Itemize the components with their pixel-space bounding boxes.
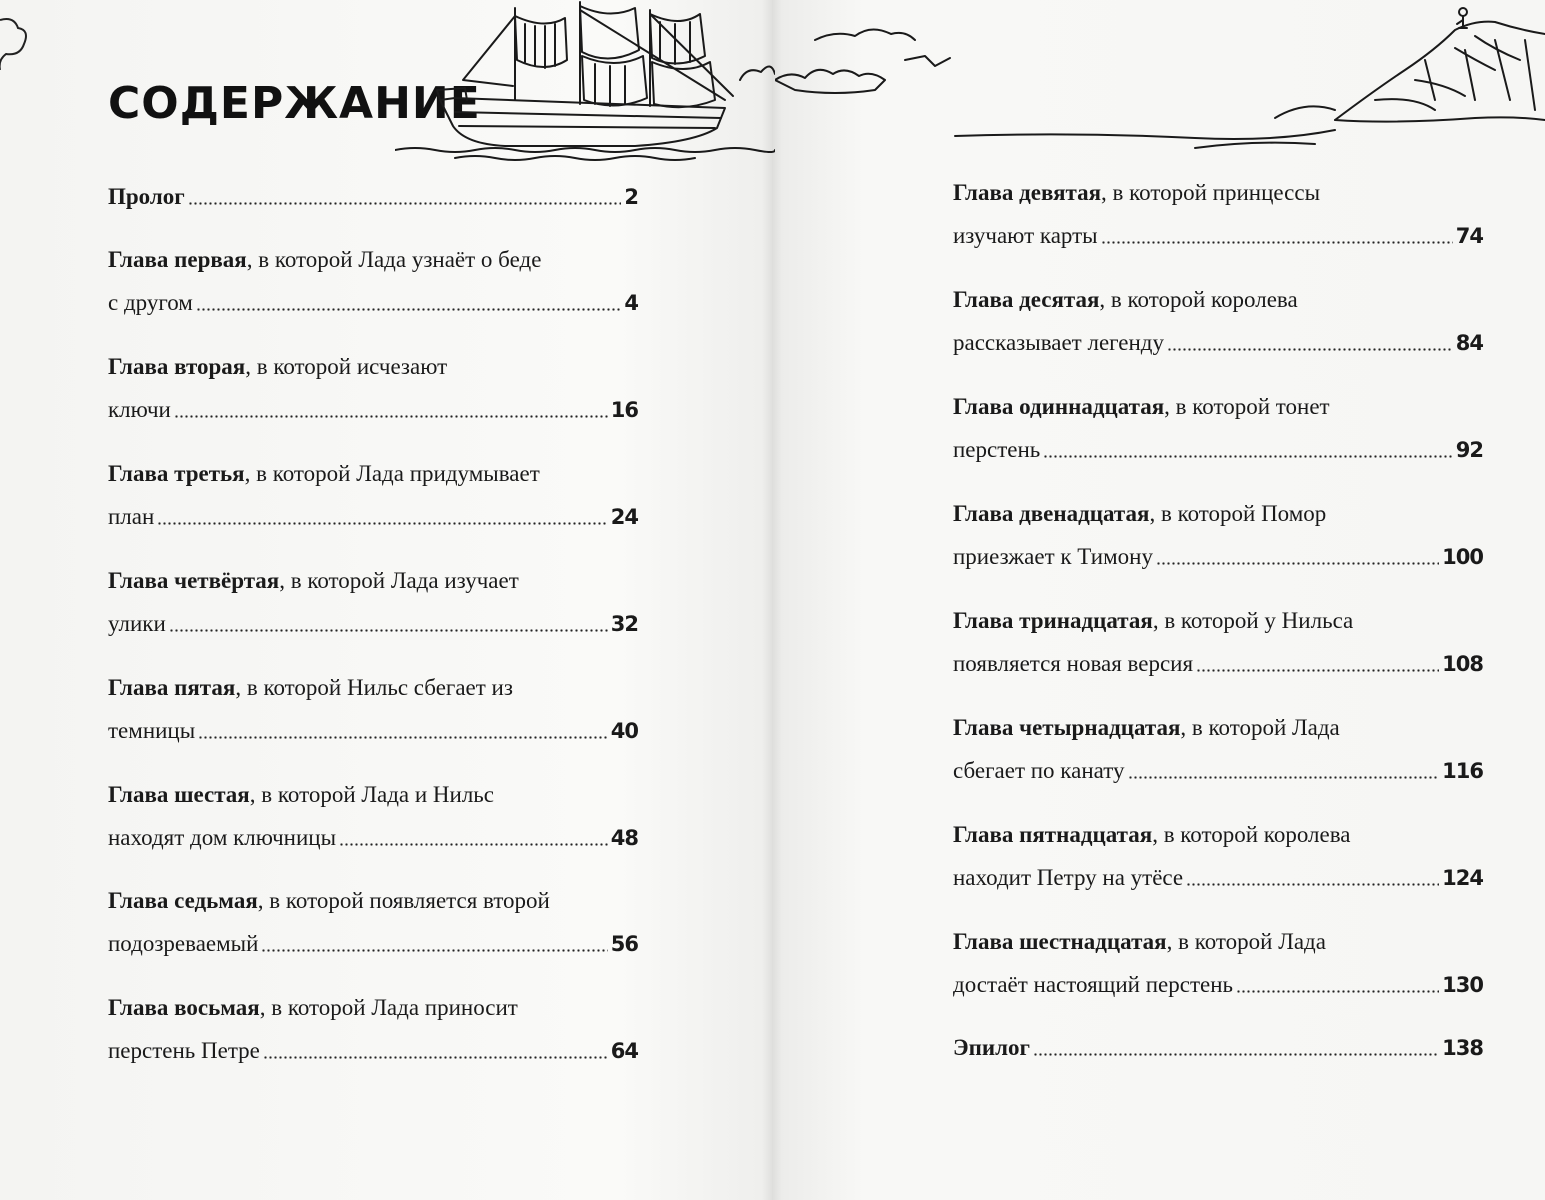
page-number: 2 [624,185,638,209]
entry-heading: Глава тринадцатая [953,608,1153,633]
page-number: 100 [1442,545,1483,569]
leader-dots [263,1056,608,1059]
entry-subtitle-cont: ключи [108,397,171,422]
entry-heading: Глава пятая [108,675,236,700]
entry-subtitle: , в которой исчезают [245,354,448,379]
entry-subtitle: , в которой Нильс сбегает из [235,675,513,700]
entry-subtitle-cont: появляется новая версия [953,651,1194,676]
entry-subtitle: , в которой Лада [1180,715,1340,740]
page-number: 64 [610,1039,638,1063]
toc-entry-chapter-4[interactable] [108,568,638,637]
toc-entry-chapter-16[interactable] [953,929,1483,998]
cloud-sketch-left [0,0,60,80]
entry-heading: Глава первая [108,247,247,272]
page-number: 74 [1455,224,1483,248]
entry-subtitle-cont: рассказывает легенду [953,330,1165,355]
page-number: 32 [610,612,638,636]
entry-subtitle: , в которой у Нильса [1152,608,1354,633]
entry-subtitle: , в которой тонет [1164,394,1330,419]
leader-dots [1156,562,1439,565]
entry-heading: Глава шестая [108,782,250,807]
entry-heading: Глава четырнадцатая [953,715,1181,740]
page-number: 4 [624,291,638,315]
page-number: 124 [1442,866,1483,890]
toc-entry-prologue[interactable] [108,184,638,210]
toc-entry-chapter-2[interactable] [108,354,638,423]
entry-heading: Глава третья [108,461,245,486]
toc-entry-chapter-3[interactable] [108,461,638,530]
page-number: 84 [1455,331,1483,355]
toc-entry-chapter-11[interactable] [953,394,1483,463]
page-number: 130 [1442,973,1483,997]
leader-dots [1236,990,1439,993]
toc-entry-chapter-9[interactable] [953,180,1483,249]
page-number: 56 [610,932,638,956]
entry-subtitle: , в которой появляется второй [257,888,550,913]
entry-subtitle: , в которой Лада придумывает [244,461,540,486]
entry-heading: Глава пятнадцатая [953,822,1153,847]
entry-heading: Глава восьмая [108,995,260,1020]
entry-subtitle: , в которой Лада приносит [259,995,518,1020]
entry-subtitle: , в которой Лада изучает [279,568,519,593]
leader-dots [169,629,608,632]
page-number: 24 [610,505,638,529]
page-number: 92 [1455,438,1483,462]
entry-heading: Глава одиннадцатая [953,394,1165,419]
entry-heading: Глава десятая [953,287,1100,312]
entry-subtitle-cont: изучают карты [953,223,1098,248]
entry-subtitle-cont: темницы [108,718,196,743]
leader-dots [1186,883,1439,886]
leader-dots [261,949,607,952]
page-number: 116 [1442,759,1483,783]
entry-subtitle: , в которой Лада узнаёт о беде [246,247,542,272]
leader-dots [339,843,608,846]
toc-entry-chapter-8[interactable] [108,995,638,1064]
toc-entry-chapter-6[interactable] [108,782,638,851]
entry-heading: Пролог [108,184,185,209]
entry-subtitle-cont: с другом [108,290,193,315]
page-number: 48 [610,826,638,850]
leader-dots [1043,455,1452,458]
entry-subtitle-cont: перстень Петре [108,1038,260,1063]
toc-entry-chapter-1[interactable] [108,247,638,316]
entry-subtitle-cont: достаёт настоящий перстень [953,972,1234,997]
page-number: 138 [1442,1036,1483,1060]
page-number: 40 [610,719,638,743]
leader-dots [198,736,608,739]
sailing-ship-illustration [395,0,775,165]
entry-subtitle-cont: улики [108,611,166,636]
leader-dots [157,522,607,525]
entry-subtitle: , в которой принцессы [1101,180,1321,205]
entry-heading: Глава двенадцатая [953,501,1150,526]
leader-dots [1128,776,1440,779]
leader-dots [1196,669,1439,672]
leader-dots [1033,1053,1439,1056]
entry-subtitle: , в которой Лада и Нильс [249,782,495,807]
toc-entry-chapter-10[interactable] [953,287,1483,356]
toc-entry-chapter-5[interactable] [108,675,638,744]
entry-heading: Глава шестнадцатая [953,929,1167,954]
contents-title: СОДЕРЖАНИЕ [108,78,481,129]
entry-subtitle-cont: находят дом ключницы [108,825,337,850]
leader-dots [174,415,608,418]
entry-subtitle: , в которой Помор [1149,501,1327,526]
entry-subtitle-cont: перстень [953,437,1041,462]
entry-subtitle: , в которой королева [1152,822,1351,847]
entry-heading: Эпилог [953,1035,1030,1060]
leader-dots [196,308,622,311]
entry-heading: Глава седьмая [108,888,258,913]
book-gutter [762,0,782,1200]
page-number: 108 [1442,652,1483,676]
toc-entry-chapter-7[interactable] [108,888,638,957]
leader-dots [1101,241,1453,244]
toc-entry-epilogue[interactable] [953,1035,1483,1061]
entry-subtitle-cont: план [108,504,155,529]
entry-subtitle-cont: приезжает к Тимону [953,544,1153,569]
leader-dots [188,202,622,205]
toc-entry-chapter-12[interactable] [953,501,1483,570]
toc-entry-chapter-15[interactable] [953,822,1483,891]
entry-subtitle-cont: сбегает по канату [953,758,1125,783]
entry-subtitle: , в которой Лада [1166,929,1326,954]
entry-subtitle-cont: подозреваемый [108,931,259,956]
leader-dots [1167,348,1453,351]
entry-subtitle: , в которой королева [1099,287,1298,312]
entry-heading: Глава девятая [953,180,1102,205]
page-number: 16 [610,398,638,422]
toc-entry-chapter-14[interactable] [953,715,1483,784]
entry-heading: Глава вторая [108,354,246,379]
entry-heading: Глава четвёртая [108,568,280,593]
entry-subtitle-cont: находит Петру на утёсе [953,865,1184,890]
seaside-cliff-illustration [775,0,1545,165]
toc-entry-chapter-13[interactable] [953,608,1483,677]
